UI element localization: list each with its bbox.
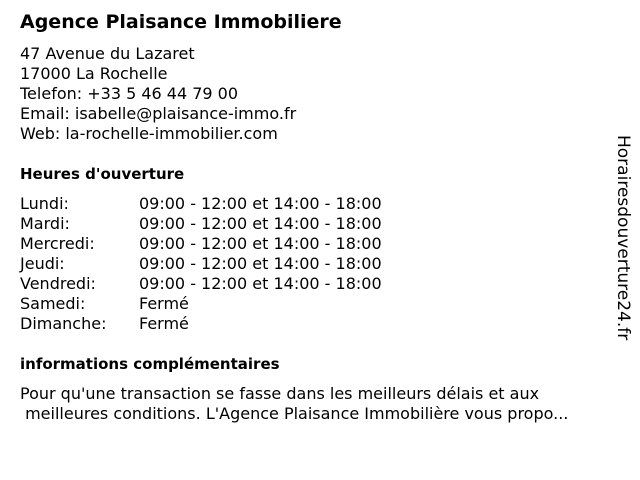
opening-hours-table: [20, 194, 382, 334]
info-line-1: Pour qu'une transaction se fasse dans les meilleurs délais et aux: [20, 384, 540, 403]
address-street: 47 Avenue du Lazaret: [20, 44, 195, 63]
day-hours: 09:00 - 12:00 et 14:00 - 18:00: [139, 194, 382, 213]
address-city: 17000 La Rochelle: [20, 64, 168, 83]
hours-row-sunday: [20, 314, 382, 334]
day-label: Dimanche:: [20, 314, 107, 333]
info-line-2: meilleures conditions. L'Agence Plaisance Immobilière vous propo...: [20, 404, 569, 423]
day-label: Mardi:: [20, 214, 70, 233]
day-hours: 09:00 - 12:00 et 14:00 - 18:00: [139, 214, 382, 233]
day-label: Vendredi:: [20, 274, 96, 293]
day-hours: Fermé: [139, 294, 189, 313]
contact-block: [20, 44, 296, 144]
day-label: Lundi:: [20, 194, 69, 213]
additional-info-text: [20, 384, 620, 424]
website-address: Web: la-rochelle-immobilier.com: [20, 124, 278, 143]
hours-row-wednesday: [20, 234, 382, 254]
day-label: Mercredi:: [20, 234, 95, 253]
day-label: Samedi:: [20, 294, 86, 313]
day-label: Jeudi:: [20, 254, 65, 273]
additional-info-heading: informations complémentaires: [20, 355, 280, 373]
day-hours: 09:00 - 12:00 et 14:00 - 18:00: [139, 274, 382, 293]
hours-row-friday: [20, 274, 382, 294]
hours-row-thursday: [20, 254, 382, 274]
day-hours: 09:00 - 12:00 et 14:00 - 18:00: [139, 254, 382, 273]
agency-name: Agence Plaisance Immobiliere: [20, 11, 342, 33]
site-watermark: Horairesdouverture24.fr: [613, 135, 633, 341]
hours-row-monday: [20, 194, 382, 214]
phone-number: Telefon: +33 5 46 44 79 00: [20, 84, 239, 103]
email-address: Email: isabelle@plaisance-immo.fr: [20, 104, 297, 123]
day-hours: 09:00 - 12:00 et 14:00 - 18:00: [139, 234, 382, 253]
hours-row-tuesday: [20, 214, 382, 234]
opening-hours-heading: Heures d'ouverture: [20, 165, 185, 183]
hours-row-saturday: [20, 294, 382, 314]
day-hours: Fermé: [139, 314, 189, 333]
